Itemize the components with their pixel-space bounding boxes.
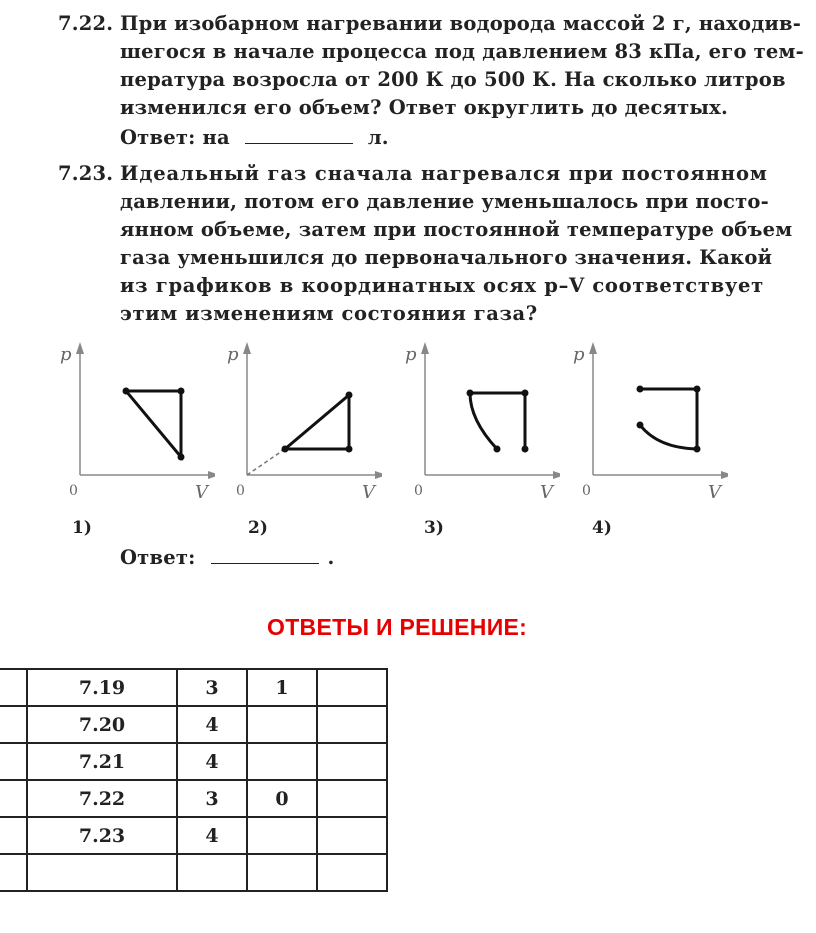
y-axis-arrow xyxy=(421,342,429,354)
x-axis-arrow xyxy=(553,471,560,479)
table-cell xyxy=(0,706,27,743)
table-cell xyxy=(247,706,317,743)
table-cell xyxy=(317,817,387,854)
table-cell: 7.22 xyxy=(27,780,177,817)
state-point xyxy=(522,446,529,453)
table-cell: 1 xyxy=(247,669,317,706)
table-cell xyxy=(0,817,27,854)
table-cell xyxy=(317,780,387,817)
table-cell xyxy=(317,706,387,743)
pv-diagram-3 xyxy=(400,340,560,520)
answers-table xyxy=(0,668,388,892)
table-cell: 3 xyxy=(177,669,247,706)
table-cell xyxy=(0,669,27,706)
answer-suffix: . xyxy=(327,546,335,569)
state-point xyxy=(178,454,185,461)
table-row xyxy=(0,743,387,780)
x-axis-label: V xyxy=(708,482,721,503)
state-point xyxy=(494,446,501,453)
state-point xyxy=(123,388,130,395)
table-cell xyxy=(317,743,387,780)
x-axis-arrow xyxy=(375,471,382,479)
section-title: ОТВЕТЫ И РЕШЕНИЕ: xyxy=(267,614,528,640)
problem-7-22 xyxy=(58,10,804,150)
table-cell xyxy=(27,854,177,891)
cycle-path xyxy=(470,393,525,449)
graph-label: 3) xyxy=(424,518,444,538)
answer-line-7-23 xyxy=(120,544,335,571)
pv-diagram-1 xyxy=(55,340,215,520)
table-cell: 4 xyxy=(177,706,247,743)
answer-line xyxy=(120,124,389,151)
y-axis-label: p xyxy=(573,344,585,365)
problem-text-line: янном объеме, затем при постоянной температуре объем xyxy=(120,218,793,241)
table-cell xyxy=(0,743,27,780)
y-axis-label: p xyxy=(60,344,72,365)
problem-text-line: давлении, потом его давление уменьшалось при посто- xyxy=(120,190,769,213)
problem-text-line: Идеальный газ сначала нагревался при постоянном xyxy=(120,162,768,185)
table-cell: 0 xyxy=(247,780,317,817)
cycle-path xyxy=(640,389,697,449)
x-axis-arrow xyxy=(208,471,215,479)
state-point xyxy=(694,386,701,393)
table-cell xyxy=(247,854,317,891)
pv-diagram-4 xyxy=(568,340,728,520)
origin-label: 0 xyxy=(236,483,245,499)
table-cell: 7.21 xyxy=(27,743,177,780)
graph-label: 1) xyxy=(72,518,92,538)
table-cell: 4 xyxy=(177,817,247,854)
table-row xyxy=(0,817,387,854)
graph-1 xyxy=(55,340,215,538)
problem-number: 7.22. xyxy=(58,12,114,35)
state-point xyxy=(467,390,474,397)
table-cell: 7.23 xyxy=(27,817,177,854)
problem-text-line: При изобарном нагревании водорода массой 2 г, находив- xyxy=(120,12,802,35)
pv-diagram-2 xyxy=(222,340,382,520)
y-axis-arrow xyxy=(589,342,597,354)
table-cell xyxy=(247,743,317,780)
table-cell xyxy=(317,669,387,706)
table-cell: 7.19 xyxy=(27,669,177,706)
table-cell xyxy=(247,817,317,854)
y-axis-arrow xyxy=(76,342,84,354)
table-cell xyxy=(0,854,27,891)
state-point xyxy=(637,422,644,429)
state-point xyxy=(637,386,644,393)
answer-blank[interactable] xyxy=(245,125,353,144)
table-row xyxy=(0,854,387,891)
y-axis-arrow xyxy=(243,342,251,354)
state-point xyxy=(282,446,289,453)
problem-text-line: пература возросла от 200 К до 500 К. На сколько литров xyxy=(120,68,786,91)
table-cell xyxy=(317,854,387,891)
state-point xyxy=(346,392,353,399)
y-axis-label: p xyxy=(227,344,239,365)
table-row xyxy=(0,669,387,706)
x-axis-label: V xyxy=(540,482,553,503)
table-cell: 3 xyxy=(177,780,247,817)
graph-4 xyxy=(568,340,728,538)
table-cell: 7.20 xyxy=(27,706,177,743)
origin-label: 0 xyxy=(69,483,78,499)
x-axis-label: V xyxy=(362,482,375,503)
problem-text-line: этим изменениям состояния газа? xyxy=(120,302,538,325)
answer-prefix: Ответ: на xyxy=(120,126,230,149)
table-cell: 4 xyxy=(177,743,247,780)
answer-prefix: Ответ: xyxy=(120,546,196,569)
problem-text-line: газа уменьшился до первоначального значения. Какой xyxy=(120,246,773,269)
origin-label: 0 xyxy=(582,483,591,499)
problem-text-line: изменился его объем? Ответ округлить до десятых. xyxy=(120,96,728,119)
problem-number: 7.23. xyxy=(58,162,114,185)
x-axis-label: V xyxy=(195,482,208,503)
graph-label: 2) xyxy=(248,518,268,538)
cycle-path xyxy=(285,395,349,449)
problem-7-23 xyxy=(58,160,793,330)
problem-text-line: из графиков в координатных осях p–V соответствует xyxy=(120,274,764,297)
x-axis-arrow xyxy=(721,471,728,479)
dashed-line xyxy=(247,449,285,475)
cycle-path xyxy=(126,391,181,457)
state-point xyxy=(346,446,353,453)
graph-2 xyxy=(222,340,382,538)
graph-label: 4) xyxy=(592,518,612,538)
answer-blank[interactable] xyxy=(211,545,319,564)
table-cell xyxy=(0,780,27,817)
table-row xyxy=(0,706,387,743)
origin-label: 0 xyxy=(414,483,423,499)
state-point xyxy=(522,390,529,397)
graph-3 xyxy=(400,340,560,538)
table-cell xyxy=(177,854,247,891)
answer-suffix: л. xyxy=(367,126,389,149)
state-point xyxy=(178,388,185,395)
problem-text-line: шегося в начале процесса под давлением 83 кПа, его тем- xyxy=(120,40,804,63)
table-row xyxy=(0,780,387,817)
y-axis-label: p xyxy=(405,344,417,365)
state-point xyxy=(694,446,701,453)
